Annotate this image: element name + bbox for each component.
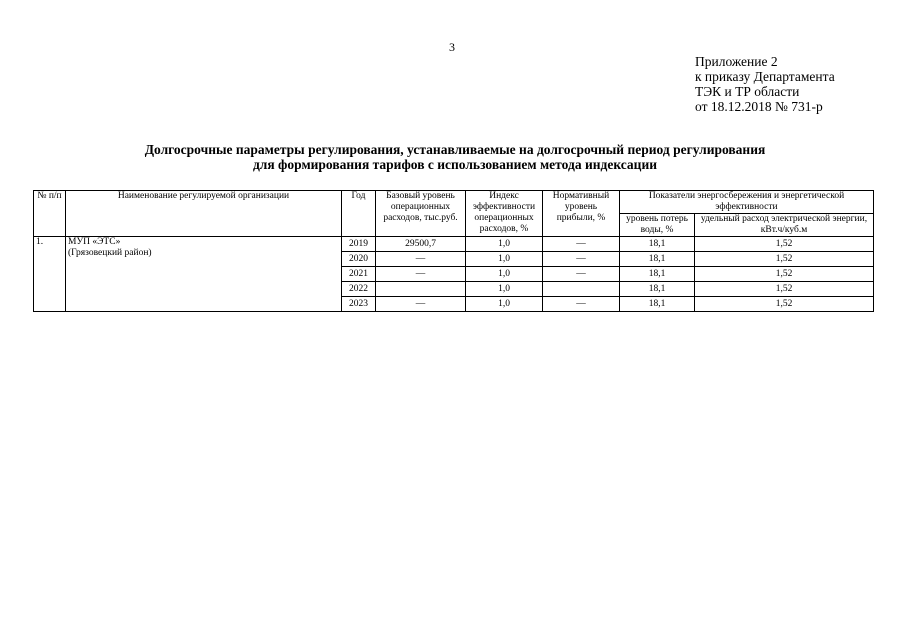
cell-index: 1,0 (466, 267, 543, 282)
org-district: (Грязовецкий район) (68, 248, 152, 258)
cell-losses: 18,1 (620, 267, 695, 282)
cell-consumption: 1,52 (695, 297, 874, 312)
cell-base: — (376, 267, 466, 282)
cell-index: 1,0 (466, 297, 543, 312)
cell-year: 2023 (342, 297, 376, 312)
header-num: № п/п (34, 191, 66, 237)
header-losses: уровень потерь воды, % (620, 214, 695, 237)
cell-consumption: 1,52 (695, 252, 874, 267)
cell-losses: 18,1 (620, 282, 695, 297)
title-line: Долгосрочные параметры регулирования, устанавливаемые на долгосрочный период регулирования (144, 142, 766, 157)
cell-profit: — (543, 237, 620, 252)
cell-year: 2019 (342, 237, 376, 252)
header-consumption: удельный расход электрической энергии, кВт.ч/куб.м (695, 214, 874, 237)
cell-base (376, 282, 466, 297)
cell-profit (543, 282, 620, 297)
cell-losses: 18,1 (620, 237, 695, 252)
document-title (90, 142, 820, 172)
cell-profit: — (543, 252, 620, 267)
cell-base: 29500,7 (376, 237, 466, 252)
cell-profit: — (543, 297, 620, 312)
cell-consumption: 1,52 (695, 282, 874, 297)
cell-base: — (376, 297, 466, 312)
appendix-line: от 18.12.2018 № 731-р (695, 99, 823, 114)
cell-index: 1,0 (466, 237, 543, 252)
cell-index: 1,0 (466, 252, 543, 267)
appendix-line: к приказу Департамента (695, 69, 835, 84)
appendix-line: ТЭК и ТР области (695, 84, 800, 99)
header-profit: Нормативный уровень прибыли, % (543, 191, 620, 237)
cell-profit: — (543, 267, 620, 282)
cell-index: 1,0 (466, 282, 543, 297)
title-line: для формирования тарифов с использованием метода индексации (252, 157, 658, 172)
cell-year: 2020 (342, 252, 376, 267)
cell-losses: 18,1 (620, 252, 695, 267)
cell-year: 2022 (342, 282, 376, 297)
org-name-cell (66, 237, 342, 312)
header-year: Год (342, 191, 376, 237)
cell-base: — (376, 252, 466, 267)
cell-year: 2021 (342, 267, 376, 282)
appendix-line: Приложение 2 (695, 54, 778, 69)
org-number: 1. (34, 237, 66, 312)
cell-consumption: 1,52 (695, 267, 874, 282)
parameters-table (33, 190, 874, 312)
cell-consumption: 1,52 (695, 237, 874, 252)
header-energy-group: Показатели энергосбережения и энергетической эффективности (620, 191, 874, 214)
table-row (34, 237, 874, 252)
header-efficiency-index: Индекс эффективности операционных расходов, % (466, 191, 543, 237)
org-name: МУП «ЭТС» (68, 237, 121, 247)
cell-losses: 18,1 (620, 297, 695, 312)
header-org: Наименование регулируемой организации (66, 191, 342, 237)
appendix-block (695, 54, 835, 114)
page-number: 3 (449, 40, 455, 54)
header-base-costs: Базовый уровень операционных расходов, тыс.руб. (376, 191, 466, 237)
